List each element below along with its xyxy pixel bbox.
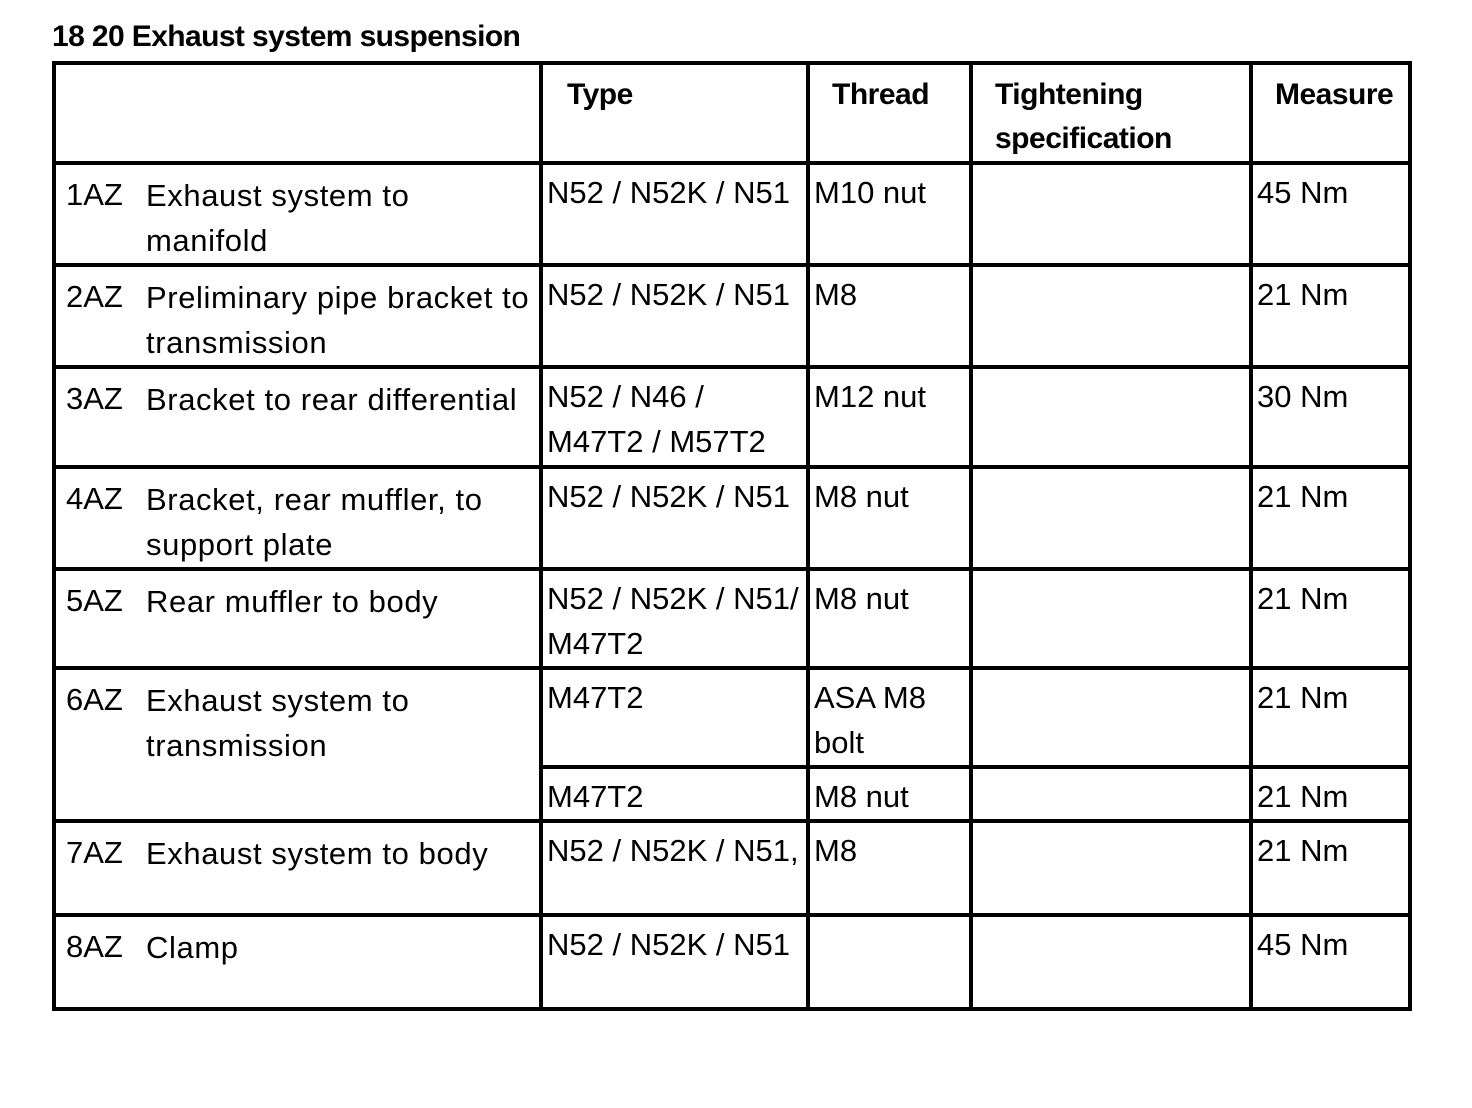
row-description: Exhaust system to manifold bbox=[146, 163, 541, 265]
header-type: Type bbox=[541, 63, 808, 163]
row-type: N52 / N52K / N51/ M47T2 bbox=[541, 569, 808, 668]
row-tightening-spec bbox=[971, 467, 1251, 569]
row-type: N52 / N52K / N51 bbox=[541, 467, 808, 569]
row-tightening-spec bbox=[971, 668, 1251, 767]
row-type: N52 / N52K / N51 bbox=[541, 265, 808, 367]
row-type: M47T2 bbox=[541, 767, 808, 821]
row-type: N52 / N46 / M47T2 / M57T2 bbox=[541, 367, 808, 467]
row-code: 6AZ bbox=[54, 668, 146, 821]
row-tightening-spec bbox=[971, 915, 1251, 1009]
row-tightening-spec bbox=[971, 821, 1251, 915]
row-thread: M8 nut bbox=[808, 569, 971, 668]
header-tightening-line1: Tightening bbox=[995, 78, 1143, 111]
row-code: 2AZ bbox=[54, 265, 146, 367]
row-tightening-spec bbox=[971, 367, 1251, 467]
row-code: 7AZ bbox=[54, 821, 146, 915]
row-type: M47T2 bbox=[541, 668, 808, 767]
row-description: Exhaust system to body bbox=[146, 821, 541, 915]
table-row bbox=[54, 467, 1410, 569]
row-code: 8AZ bbox=[54, 915, 146, 1009]
page-title: 18 20 Exhaust system suspension bbox=[52, 20, 521, 53]
row-thread bbox=[808, 915, 971, 1009]
row-description: Exhaust system to transmission bbox=[146, 668, 541, 821]
row-measure: 21 Nm bbox=[1251, 767, 1410, 821]
row-description: Bracket, rear muffler, to support plate bbox=[146, 467, 541, 569]
row-tightening-spec bbox=[971, 163, 1251, 265]
row-type: N52 / N52K / N51 bbox=[541, 163, 808, 265]
row-thread: M10 nut bbox=[808, 163, 971, 265]
row-thread: M8 nut bbox=[808, 467, 971, 569]
header-tightening-specification bbox=[971, 63, 1251, 163]
row-description: Bracket to rear differential bbox=[146, 367, 541, 467]
row-tightening-spec bbox=[971, 265, 1251, 367]
table-row bbox=[54, 821, 1410, 915]
row-measure: 45 Nm bbox=[1251, 163, 1410, 265]
row-code: 4AZ bbox=[54, 467, 146, 569]
row-thread: ASA M8 bolt bbox=[808, 668, 971, 767]
row-measure: 21 Nm bbox=[1251, 265, 1410, 367]
row-measure: 21 Nm bbox=[1251, 821, 1410, 915]
row-description: Preliminary pipe bracket to transmission bbox=[146, 265, 541, 367]
header-thread: Thread bbox=[808, 63, 971, 163]
table-row bbox=[54, 915, 1410, 1009]
row-thread: M12 nut bbox=[808, 367, 971, 467]
row-thread: M8 bbox=[808, 821, 971, 915]
row-type: N52 / N52K / N51 bbox=[541, 915, 808, 1009]
header-item bbox=[54, 63, 541, 163]
row-tightening-spec bbox=[971, 767, 1251, 821]
row-code: 3AZ bbox=[54, 367, 146, 467]
header-measure: Measure bbox=[1251, 63, 1410, 163]
row-code: 5AZ bbox=[54, 569, 146, 668]
row-measure: 21 Nm bbox=[1251, 668, 1410, 767]
table-header-row bbox=[54, 63, 1410, 163]
row-code: 1AZ bbox=[54, 163, 146, 265]
torque-spec-table bbox=[52, 61, 1412, 1011]
row-thread: M8 nut bbox=[808, 767, 971, 821]
table-row bbox=[54, 569, 1410, 668]
table-row bbox=[54, 163, 1410, 265]
row-tightening-spec bbox=[971, 569, 1251, 668]
header-tightening-line2: specification bbox=[995, 122, 1172, 155]
row-type: N52 / N52K / N51, bbox=[541, 821, 808, 915]
row-measure: 21 Nm bbox=[1251, 467, 1410, 569]
row-description: Clamp bbox=[146, 915, 541, 1009]
table-row bbox=[54, 367, 1410, 467]
row-measure: 30 Nm bbox=[1251, 367, 1410, 467]
row-thread: M8 bbox=[808, 265, 971, 367]
row-measure: 45 Nm bbox=[1251, 915, 1410, 1009]
row-description: Rear muffler to body bbox=[146, 569, 541, 668]
table-row bbox=[54, 265, 1410, 367]
row-measure: 21 Nm bbox=[1251, 569, 1410, 668]
table-row bbox=[54, 668, 1410, 767]
